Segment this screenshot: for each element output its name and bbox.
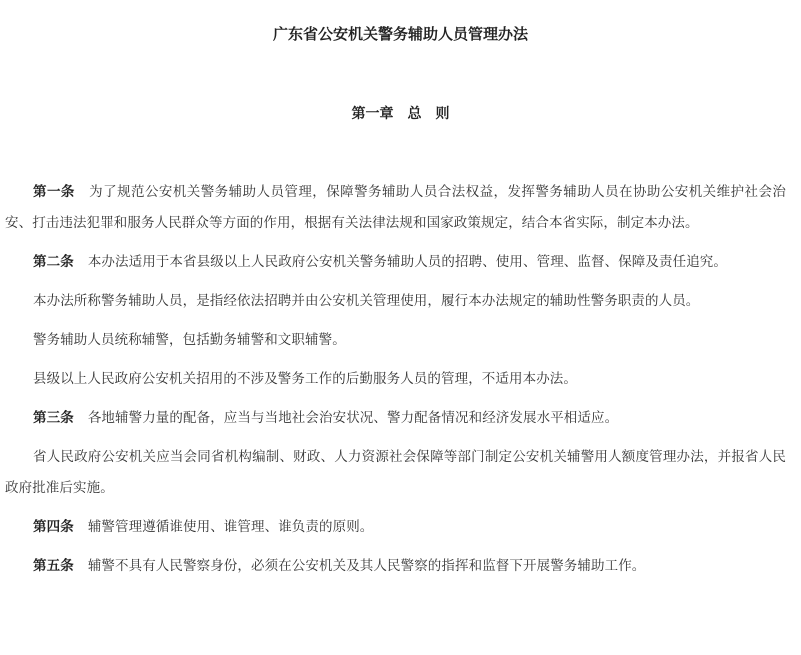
paragraph [5, 364, 786, 395]
article-number: 第一条 [33, 184, 75, 200]
document-title: 广东省公安机关警务辅助人员管理办法 [272, 25, 528, 43]
paragraph-article-3 [5, 403, 786, 434]
paragraph-article-4 [5, 512, 786, 543]
paragraph-text: 辅警管理遵循谁使用、谁管理、谁负责的原则。 [87, 519, 374, 535]
paragraph-text: 警务辅助人员统称辅警，包括勤务辅警和文职辅警。 [33, 332, 346, 348]
article-number: 第二条 [33, 254, 74, 270]
paragraph [5, 286, 786, 317]
chapter-heading [0, 102, 801, 126]
paragraph-text: 各地辅警力量的配备，应当与当地社会治安状况、警力配备情况和经济发展水平相适应。 [87, 410, 619, 426]
paragraph-text: 省人民政府公安机关应当会同省机构编制、财政、人力资源社会保障等部门制定公安机关辅警用人额度管理办法，并报省人民政府批准后实施。 [5, 449, 786, 496]
paragraph-article-2 [5, 247, 786, 278]
paragraph-article-5 [5, 551, 786, 582]
paragraph-text: 为了规范公安机关警务辅助人员管理，保障警务辅助人员合法权益，发挥警务辅助人员在协助公安机关维护社会治安、打击违法犯罪和服务人民群众等方面的作用，根据有关法律法规和国家政策规定，结合本省实际，制定本办法。 [5, 184, 786, 231]
article-number: 第四条 [33, 519, 74, 535]
article-number: 第五条 [33, 558, 74, 574]
paragraph-text: 本办法所称警务辅助人员，是指经依法招聘并由公安机关管理使用，履行本办法规定的辅助性警务职责的人员。 [33, 293, 700, 309]
paragraph-article-1 [5, 177, 786, 239]
paragraph-text: 辅警不具有人民警察身份，必须在公安机关及其人民警察的指挥和监督下开展警务辅助工作。 [87, 558, 646, 574]
chapter-name: 总 则 [407, 106, 450, 122]
paragraph [5, 325, 786, 356]
paragraph-text: 本办法适用于本省县级以上人民政府公安机关警务辅助人员的招聘、使用、管理、监督、保障及责任追究。 [87, 254, 728, 270]
chapter-label: 第一章 [351, 106, 394, 122]
paragraph [5, 442, 786, 504]
document-body [5, 177, 786, 582]
article-number: 第三条 [33, 410, 74, 426]
paragraph-text: 县级以上人民政府公安机关招用的不涉及警务工作的后勤服务人员的管理，不适用本办法。 [33, 371, 577, 387]
